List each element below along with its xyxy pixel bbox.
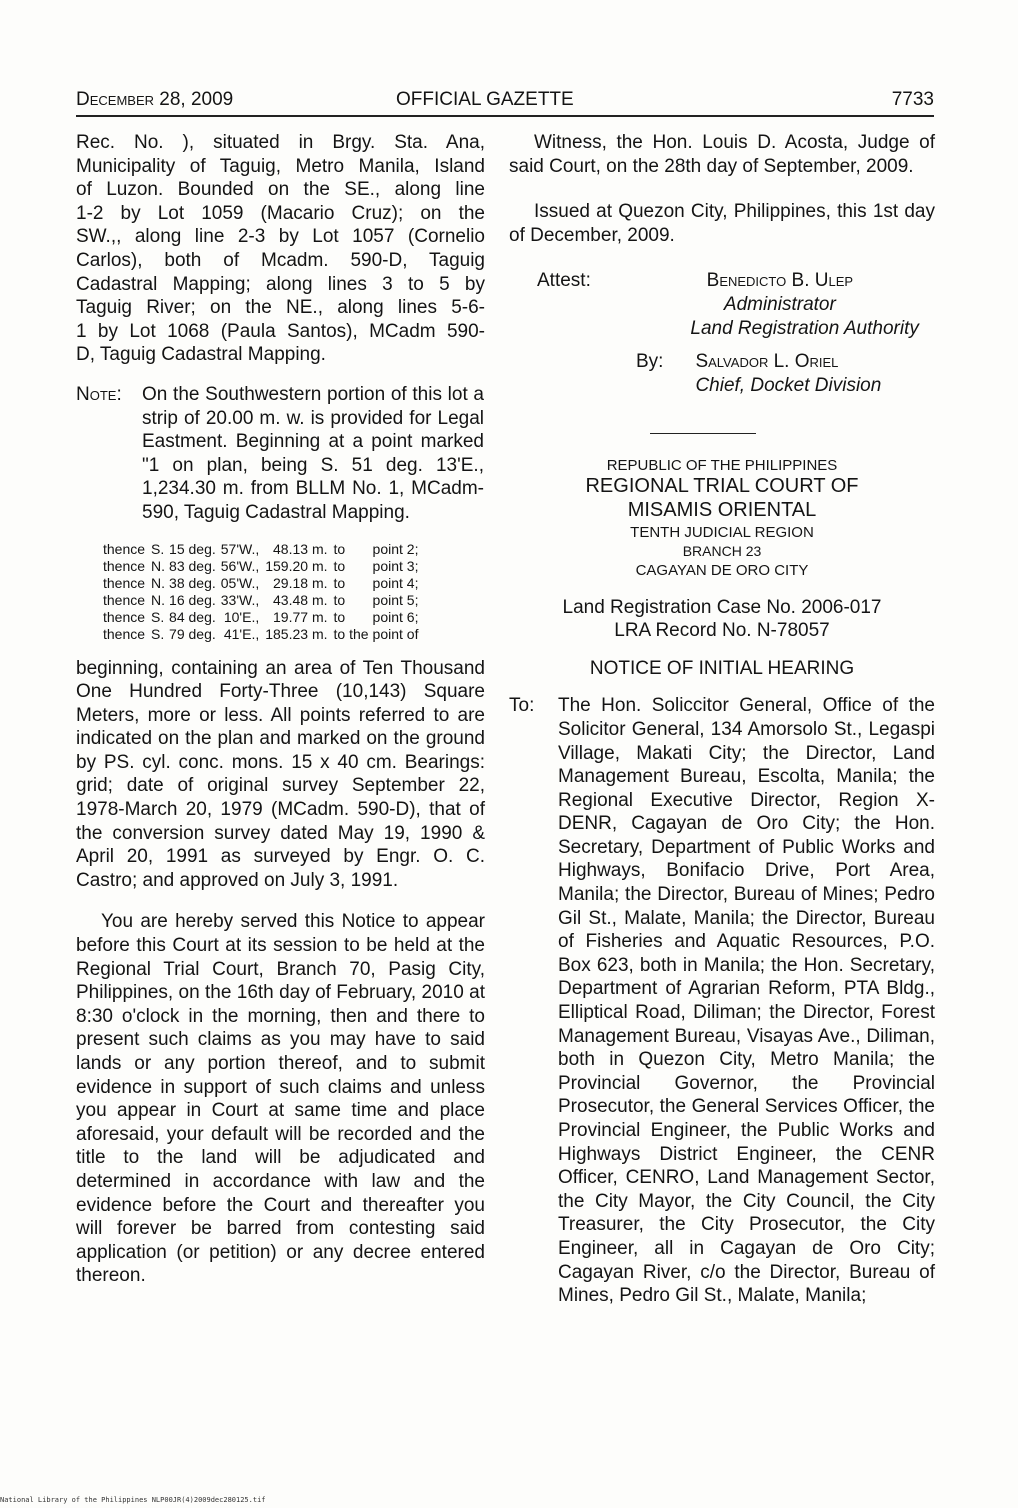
bearing-word: thence: [103, 557, 146, 574]
bearing-min: 41'E.,: [223, 625, 260, 642]
court-line: REPUBLIC OF THE PHILIPPINES: [606, 457, 838, 475]
bearing-dir: S.: [151, 608, 165, 625]
bearing-pt: point 4;: [372, 574, 419, 591]
bearing-to: to: [333, 540, 346, 557]
court-line: BRANCH 23: [682, 542, 762, 559]
note-label: Note:: [76, 383, 122, 405]
court-line: TENTH JUDICIAL REGION: [630, 523, 814, 541]
lot-description: [76, 131, 485, 367]
lra-record: LRA Record No. N-78057: [614, 620, 830, 642]
text-line: 1-2 by Lot 1059 (Macario Cruz); on the: [76, 202, 485, 224]
addressee-text: The Hon. Soliccitor General, Office of the Solicitor General, 134 Amorsolo St., Legaspi Village, Makati City; the Director, Land Management Bureau, Escolta, Manila; the Regional Executive Director, Region X-DENR, Cagayan de Oro City; the Hon. Secretary, Department of Public Works and Highways, Bonifacio Drive, Port Area, Manila; the Director, Bureau of Mines; Pedro Gil St., Malate, Manila; the Director, Bureau of Fisheries and Aquatic Resources, P.O. Box 623, both in Manila; the Hon. Secretary, Department of Agrarian Reform, PTA Bldg., Elliptical Road, Diliman; the Director, Forest Management Bureau, Visayas Ave., Diliman, both in Quezon City, Metro Manila; the Provincial Governor, the Provincial Prosecutor, the General Services Officer, the Provincial Engineer, the Public Works and Highways District Engineer, the CENR Officer, CENRO, Land Management Sector, the City Mayor, the City Council, the City Treasurer, the City Prosecutor, the City Engineer, all in Cagayan de Oro City; Cagayan River, c/o the Director, Bureau of Mines, Pedro Gil St., Malate, Manila;: [558, 695, 935, 1307]
area-paragraph: beginning, containing an area of Ten Thousand One Hundred Forty-Three (10,143) Square Meters, more or less. All points referred to are indicated on the plan and marked on the ground by PS. cyl. conc. mons. 15 x 40 cm. Bearings: grid; date of original survey September 22, 1978-March 20, 1979 (MCadm. 590-D), that of the conversion survey dated May 19, 1990 & April 20, 1991 as surveyed by Engr. O. C. Castro; and approved on July 3, 1991.: [76, 657, 485, 891]
bearing-row: [103, 575, 418, 592]
text-line: Municipality of Taguig, Metro Manila, Island: [76, 155, 485, 177]
case-reference: [509, 596, 935, 643]
bearing-deg: 83 deg.: [169, 557, 216, 574]
bearing-deg: 15 deg.: [169, 540, 216, 557]
bearing-to: to: [333, 608, 346, 625]
court-heading: [509, 456, 935, 579]
bearing-word: thence: [103, 591, 146, 608]
bearing-dist: 29.18 m.: [273, 574, 328, 591]
bearing-min: 33'W.,: [220, 591, 260, 608]
court-line: CAGAYAN DE ORO CITY: [635, 561, 809, 579]
bearing-word: thence: [103, 625, 146, 642]
bearing-deg: 38 deg.: [169, 574, 216, 591]
bearing-dir: S.: [151, 625, 165, 642]
by-block: [636, 350, 935, 397]
bearing-row: [103, 609, 418, 626]
bearing-to: to: [333, 591, 346, 608]
to-label: To:: [509, 695, 535, 717]
bearing-dir: N.: [151, 557, 166, 574]
bearing-row: [103, 541, 418, 558]
bearing-deg: 79 deg.: [169, 625, 216, 642]
bearing-word: thence: [103, 540, 146, 557]
text-line: Cadastral Mapping; along lines 3 to 5 by: [76, 273, 485, 295]
bearing-word: thence: [103, 608, 146, 625]
bearing-dir: N.: [151, 591, 166, 608]
bearing-min: 56'W.,: [220, 557, 260, 574]
bearing-dist: 159.20 m.: [265, 557, 328, 574]
bearings-table: [103, 541, 418, 643]
bearing-pt: point 6;: [372, 608, 419, 625]
bearing-dist: 185.23 m.: [265, 625, 328, 642]
bearing-dist: 43.48 m.: [273, 591, 328, 608]
bearing-min: 05'W.,: [220, 574, 260, 591]
header-date: December 28, 2009: [76, 89, 234, 110]
note-block: [76, 383, 485, 525]
bearing-pt: point 2;: [372, 540, 419, 557]
attest-title: Administrator: [723, 293, 836, 315]
notice-title: NOTICE OF INITIAL HEARING: [589, 657, 855, 679]
attest-name: Benedicto B. Ulep: [706, 270, 854, 292]
bearing-deg: 16 deg.: [169, 591, 216, 608]
bearing-word: thence: [103, 574, 146, 591]
bearing-dist: 19.77 m.: [273, 608, 328, 625]
page-number: 7733: [891, 89, 934, 110]
bearing-row: [103, 558, 418, 575]
bearing-to: to the: [333, 625, 369, 642]
bearing-min: 10'E.,: [223, 608, 260, 625]
text-line: Rec. No. ), situated in Brgy. Sta. Ana,: [76, 132, 485, 153]
bearing-min: 57'W.,: [220, 540, 260, 557]
text-line: D, Taguig Cadastral Mapping.: [76, 344, 326, 366]
by-name: Salvador L. Oriel: [695, 351, 839, 373]
witness-paragraph: Witness, the Hon. Louis D. Acosta, Judge of said Court, on the 28th day of September, 2009.: [509, 132, 935, 177]
by-label: By:: [636, 351, 664, 373]
text-line: Taguig River; on the NE., along lines 5-6-: [76, 297, 485, 319]
running-header: [76, 89, 934, 115]
bearing-pt: point of: [372, 625, 419, 642]
separator-rule: [650, 433, 756, 434]
right-column: [509, 131, 935, 1308]
text-line: SW.,, along line 2-3 by Lot 1057 (Cornelio: [76, 226, 485, 248]
scan-footer: National Library of the Philippines NLP00JR(4)2009dec280125.tif: [0, 1496, 266, 1504]
bearing-pt: point 5;: [372, 591, 419, 608]
bearing-to: to: [333, 557, 346, 574]
bearing-dist: 48.13 m.: [273, 540, 328, 557]
bearing-row: [103, 592, 418, 609]
case-number: Land Registration Case No. 2006-017: [562, 596, 882, 618]
bearing-dir: N.: [151, 574, 166, 591]
bearing-deg: 84 deg.: [169, 608, 216, 625]
text-line: Carlos), both of Mcadm. 590-D, Taguig: [76, 249, 485, 271]
note-text: On the Southwestern portion of this lot a strip of 20.00 m. w. is provided for Legal Eastment. Beginning at a point marked "1 on plan, being S. 51 deg. 13'E., 1,234.30 m. from BLLM No. 1, MCadm-590, Taguig Cadastral Mapping.: [142, 383, 484, 523]
text-line: of Luzon. Bounded on the SE., along line: [76, 179, 485, 201]
court-line: MISAMIS ORIENTAL: [627, 498, 817, 521]
bearing-dir: S.: [151, 540, 165, 557]
bearing-to: to: [333, 574, 346, 591]
left-column: [76, 131, 485, 1288]
bearing-row: [103, 626, 418, 643]
attest-authority: Land Registration Authority: [690, 317, 919, 339]
issued-paragraph: Issued at Quezon City, Philippines, this 1st day of December, 2009.: [509, 201, 935, 246]
header-title: OFFICIAL GAZETTE: [396, 89, 574, 110]
text-line: 1 by Lot 1068 (Paula Santos), MCadm 590-: [76, 320, 485, 342]
addressee-block: [509, 694, 935, 1307]
attest-block: [537, 269, 935, 340]
attest-label: Attest:: [537, 270, 591, 292]
court-line: REGIONAL TRIAL COURT OF: [585, 475, 859, 498]
notice-paragraph: You are hereby served this Notice to appear before this Court at its session to be held at the Regional Trial Court, Branch 70, Pasig City, Philippines, on the 16th day of February, 2010 at 8:30 o'clock in the morning, then and there to present such claims as you may have to said lands or any portion thereof, and to submit evidence in support of such claims and unless you appear in Court at same time and place aforesaid, your default will be recorded and the title to the land will be adjudicated and determined in accordance with law and the evidence before the Court and thereafter you will forever be barred from contesting said application (or petition) or any decree entered thereon.: [76, 911, 485, 1287]
header-rule: [76, 115, 934, 117]
bearing-pt: point 3;: [372, 557, 419, 574]
by-title: Chief, Docket Division: [695, 374, 882, 396]
